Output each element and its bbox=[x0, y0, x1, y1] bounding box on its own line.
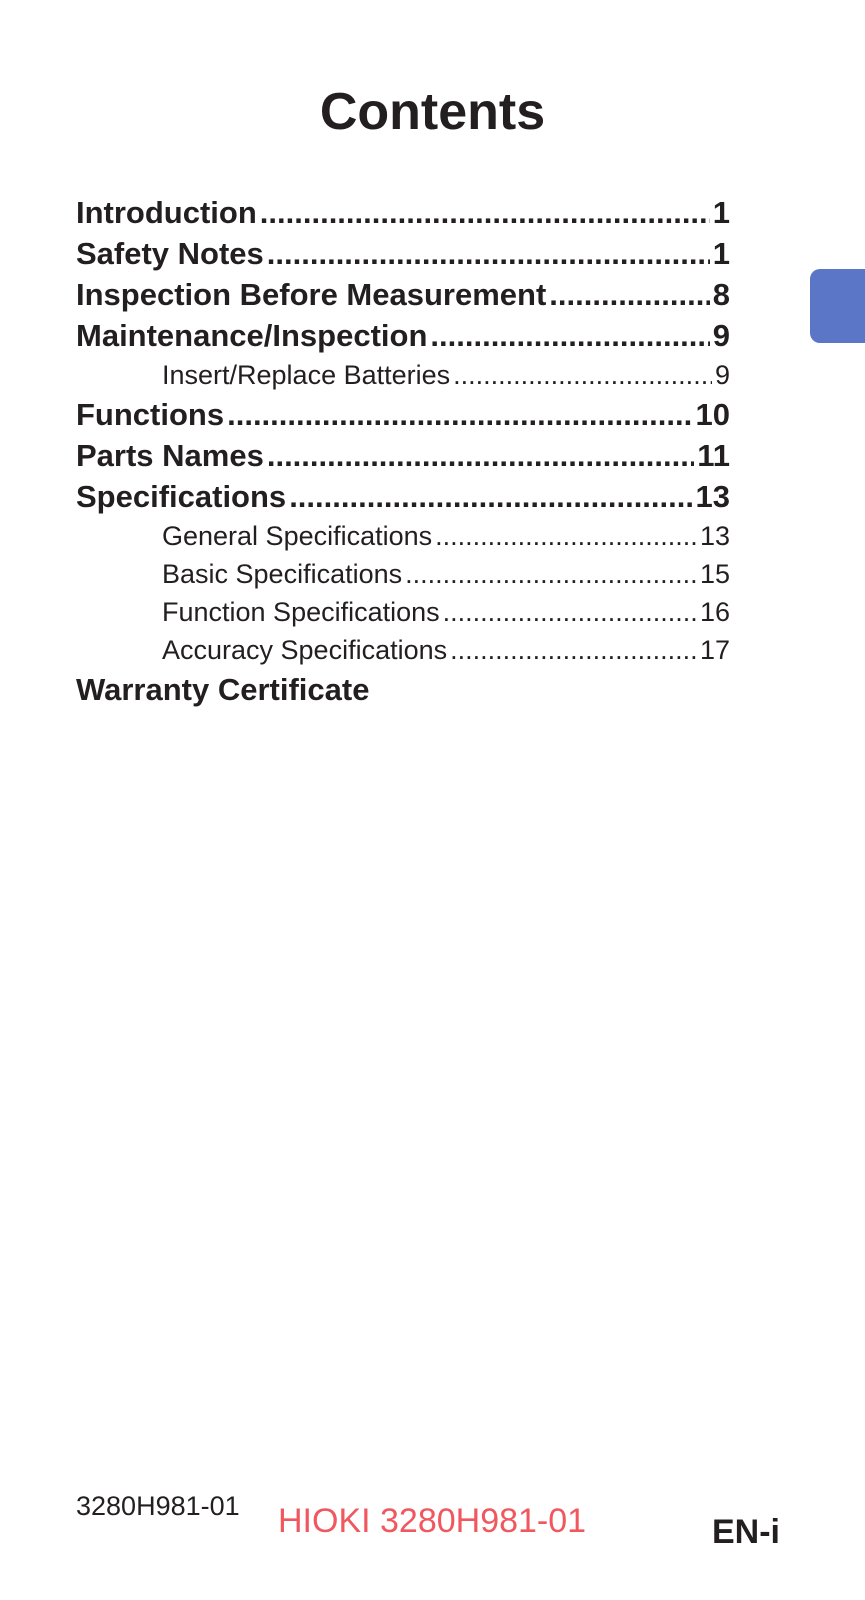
toc-entry-label: Safety Notes bbox=[76, 236, 264, 271]
toc-entry-page: 9 bbox=[714, 360, 730, 390]
document-code: 3280H981-01 bbox=[76, 1491, 240, 1521]
toc-entry-page: 16 bbox=[699, 597, 730, 627]
brand-document-code: HIOKI 3280H981-01 bbox=[278, 1502, 587, 1540]
toc-entry-label: Accuracy Specifications bbox=[162, 635, 448, 665]
toc-leader-dots bbox=[405, 555, 697, 593]
toc-entry[interactable] bbox=[76, 631, 730, 669]
toc-entry[interactable] bbox=[76, 274, 730, 315]
toc-entry-page: 13 bbox=[695, 479, 730, 514]
toc-leader-dots bbox=[430, 315, 709, 356]
toc-entry[interactable] bbox=[76, 394, 730, 435]
toc-entry[interactable] bbox=[76, 555, 730, 593]
toc-entry-label: Insert/Replace Batteries bbox=[162, 360, 451, 390]
toc-leader-dots bbox=[227, 394, 692, 435]
toc-entry-page: 1 bbox=[712, 195, 730, 230]
toc-entry-label: Functions bbox=[76, 397, 225, 432]
toc-leader-dots bbox=[450, 631, 697, 669]
toc-entry-page: 9 bbox=[712, 318, 730, 353]
toc-leader-dots bbox=[443, 593, 697, 631]
toc-leader-dots bbox=[435, 517, 697, 555]
toc-entry-label: Maintenance/Inspection bbox=[76, 318, 428, 353]
section-tab bbox=[810, 269, 865, 343]
toc-leader-dots bbox=[549, 274, 709, 315]
toc-entry[interactable] bbox=[76, 593, 730, 631]
table-of-contents bbox=[76, 192, 730, 710]
toc-entry-page: 1 bbox=[712, 236, 730, 271]
toc-entry-page: 13 bbox=[699, 521, 730, 551]
toc-entry-label: Parts Names bbox=[76, 438, 264, 473]
toc-entry[interactable] bbox=[76, 315, 730, 356]
toc-entry[interactable] bbox=[76, 669, 730, 710]
toc-entry[interactable] bbox=[76, 517, 730, 555]
toc-leader-dots bbox=[289, 476, 692, 517]
toc-leader-dots bbox=[453, 356, 712, 394]
toc-entry-label: Basic Specifications bbox=[162, 559, 403, 589]
toc-entry-label: Specifications bbox=[76, 479, 287, 514]
toc-entry[interactable] bbox=[76, 435, 730, 476]
page-number: EN-i bbox=[712, 1513, 780, 1551]
toc-leader-dots bbox=[267, 435, 694, 476]
page-title: Contents bbox=[319, 83, 546, 141]
toc-leader-dots bbox=[260, 192, 710, 233]
toc-entry-label: Introduction bbox=[76, 195, 257, 230]
toc-entry-label: Inspection Before Measurement bbox=[76, 277, 547, 312]
toc-entry-page: 11 bbox=[697, 438, 730, 473]
toc-entry[interactable] bbox=[76, 192, 730, 233]
toc-entry[interactable] bbox=[76, 476, 730, 517]
toc-entry-page: 17 bbox=[699, 635, 730, 665]
toc-entry-page: 8 bbox=[712, 277, 730, 312]
toc-entry-label: Function Specifications bbox=[162, 597, 440, 627]
toc-entry-page: 10 bbox=[695, 397, 730, 432]
toc-entry[interactable] bbox=[76, 233, 730, 274]
toc-entry-label: Warranty Certificate bbox=[76, 672, 370, 707]
toc-entry-label: General Specifications bbox=[162, 521, 433, 551]
toc-entry[interactable] bbox=[76, 356, 730, 394]
toc-leader-dots bbox=[267, 233, 710, 274]
toc-entry-page: 15 bbox=[699, 559, 730, 589]
